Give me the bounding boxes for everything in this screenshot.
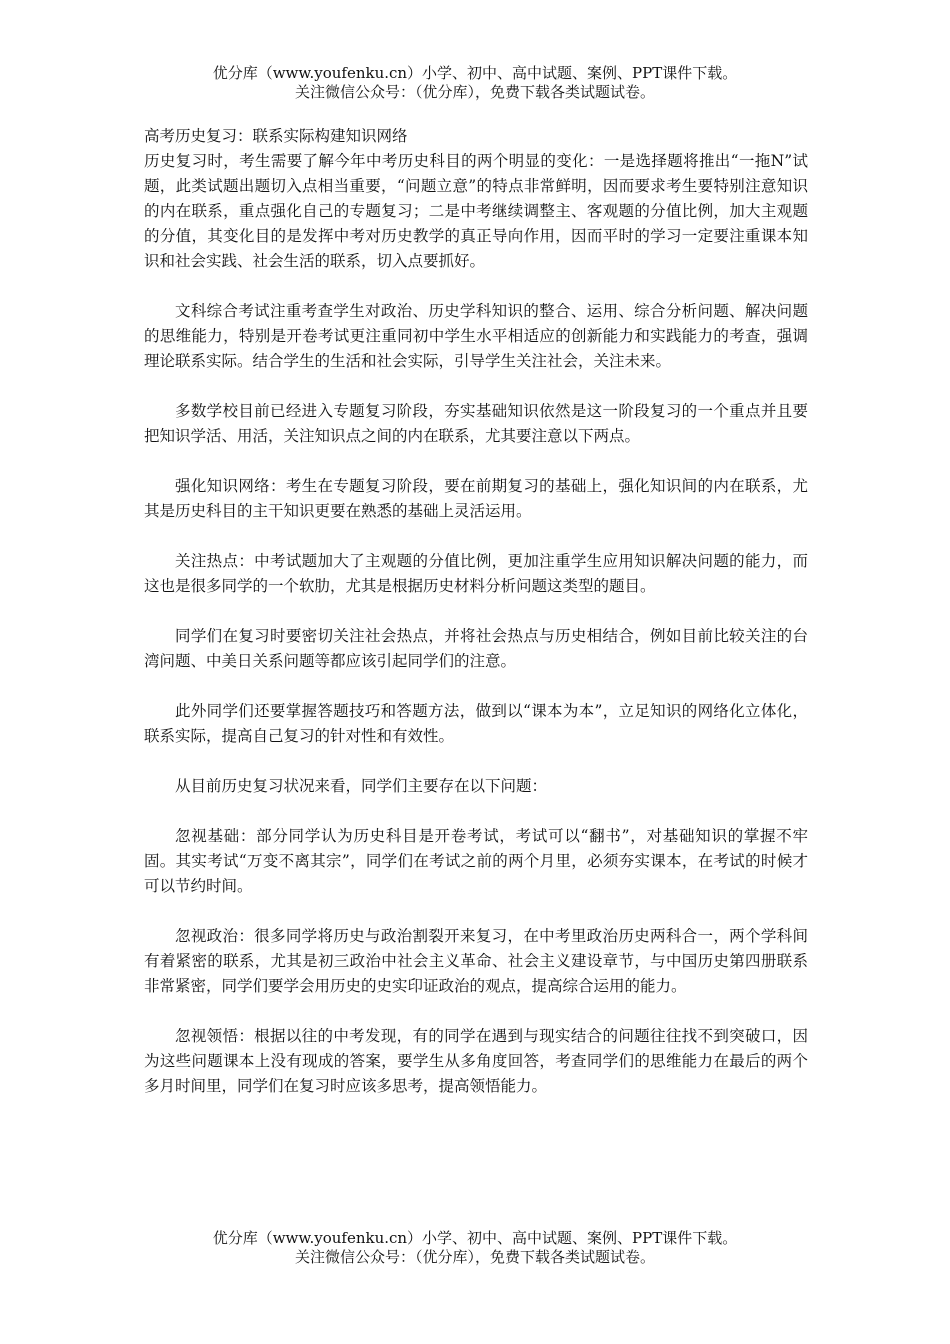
paragraph: 强化知识网络：考生在专题复习阶段，要在前期复习的基础上，强化知识间的内在联系，尤其是历史科目的主干知识更要在熟悉的基础上灵活运用。 [144,477,808,520]
paragraph: 从目前历史复习状况来看，同学们主要存在以下问题： [175,777,548,795]
paragraph: 忽视领悟：根据以往的中考发现，有的同学在遇到与现实结合的问题往往找不到突破口，因为这些问题课本上没有现成的答案，要学生从多角度回答，考查同学们的思维能力在最后的两个多月时间里，同学们在复习时应该多思考，提高领悟能力。 [144,1027,808,1095]
paragraph: 此外同学们还要掌握答题技巧和答题方法，做到以“课本为本”，立足知识的网络化立体化，联系实际，提高自己复习的针对性和有效性。 [144,702,808,745]
footer-line-1: 优分库（www.youfenku.cn）小学、初中、高中试题、案例、PPT课件下载。 [212,1229,738,1247]
paragraph: 忽视基础：部分同学认为历史科目是开卷考试，考试可以“翻书”，对基础知识的掌握不牢固。其实考试“万变不离其宗”，同学们在考试之前的两个月里，必须夯实课本，在考试的时候才可以节约时间。 [144,827,808,895]
footer-line-2: 关注微信公众号：（优分库），免费下载各类试题试卷。 [294,1248,655,1266]
paragraph: 文科综合考试注重考查学生对政治、历史学科知识的整合、运用、综合分析问题、解决问题的思维能力，特别是开卷考试更注重同初中学生水平相适应的创新能力和实践能力的考查，强调理论联系实际。结合学生的生活和社会实际，引导学生关注社会，关注未来。 [144,302,808,370]
header-line-2: 关注微信公众号：（优分库），免费下载各类试题试卷。 [294,83,655,101]
paragraph: 历史复习时，考生需要了解今年中考历史科目的两个明显的变化：一是选择题将推出“一拖N”试题，此类试题出题切入点相当重要，“问题立意”的特点非常鲜明，因而要求考生要特别注意知识的内在联系，重点强化自己的专题复习；二是中考继续调整主、客观题的分值比例，加大主观题的分值，其变化目的是发挥中考对历史教学的真正导向作用，因而平时的学习一定要注重课本知识和社会实践、社会生活的联系，切入点要抓好。 [144,152,808,270]
article-title: 高考历史复习：联系实际构建知识网络 [144,127,408,145]
paragraph: 同学们在复习时要密切关注社会热点，并将社会热点与历史相结合，例如目前比较关注的台湾问题、中美日关系问题等都应该引起同学们的注意。 [144,627,808,670]
page-header [0,64,950,102]
paragraph: 多数学校目前已经进入专题复习阶段，夯实基础知识依然是这一阶段复习的一个重点并且要把知识学活、用活，关注知识点之间的内在联系，尤其要注意以下两点。 [144,402,808,445]
article-body [144,124,808,1124]
page-footer [0,1229,950,1267]
paragraph: 关注热点：中考试题加大了主观题的分值比例，更加注重学生应用知识解决问题的能力，而这也是很多同学的一个软肋，尤其是根据历史材料分析问题这类型的题目。 [144,552,808,595]
paragraph: 忽视政治：很多同学将历史与政治割裂开来复习，在中考里政治历史两科合一，两个学科间有着紧密的联系，尤其是初三政治中社会主义革命、社会主义建设章节，与中国历史第四册联系非常紧密，同学们要学会用历史的史实印证政治的观点，提高综合运用的能力。 [144,927,808,995]
header-line-1: 优分库（www.youfenku.cn）小学、初中、高中试题、案例、PPT课件下载。 [212,64,738,82]
